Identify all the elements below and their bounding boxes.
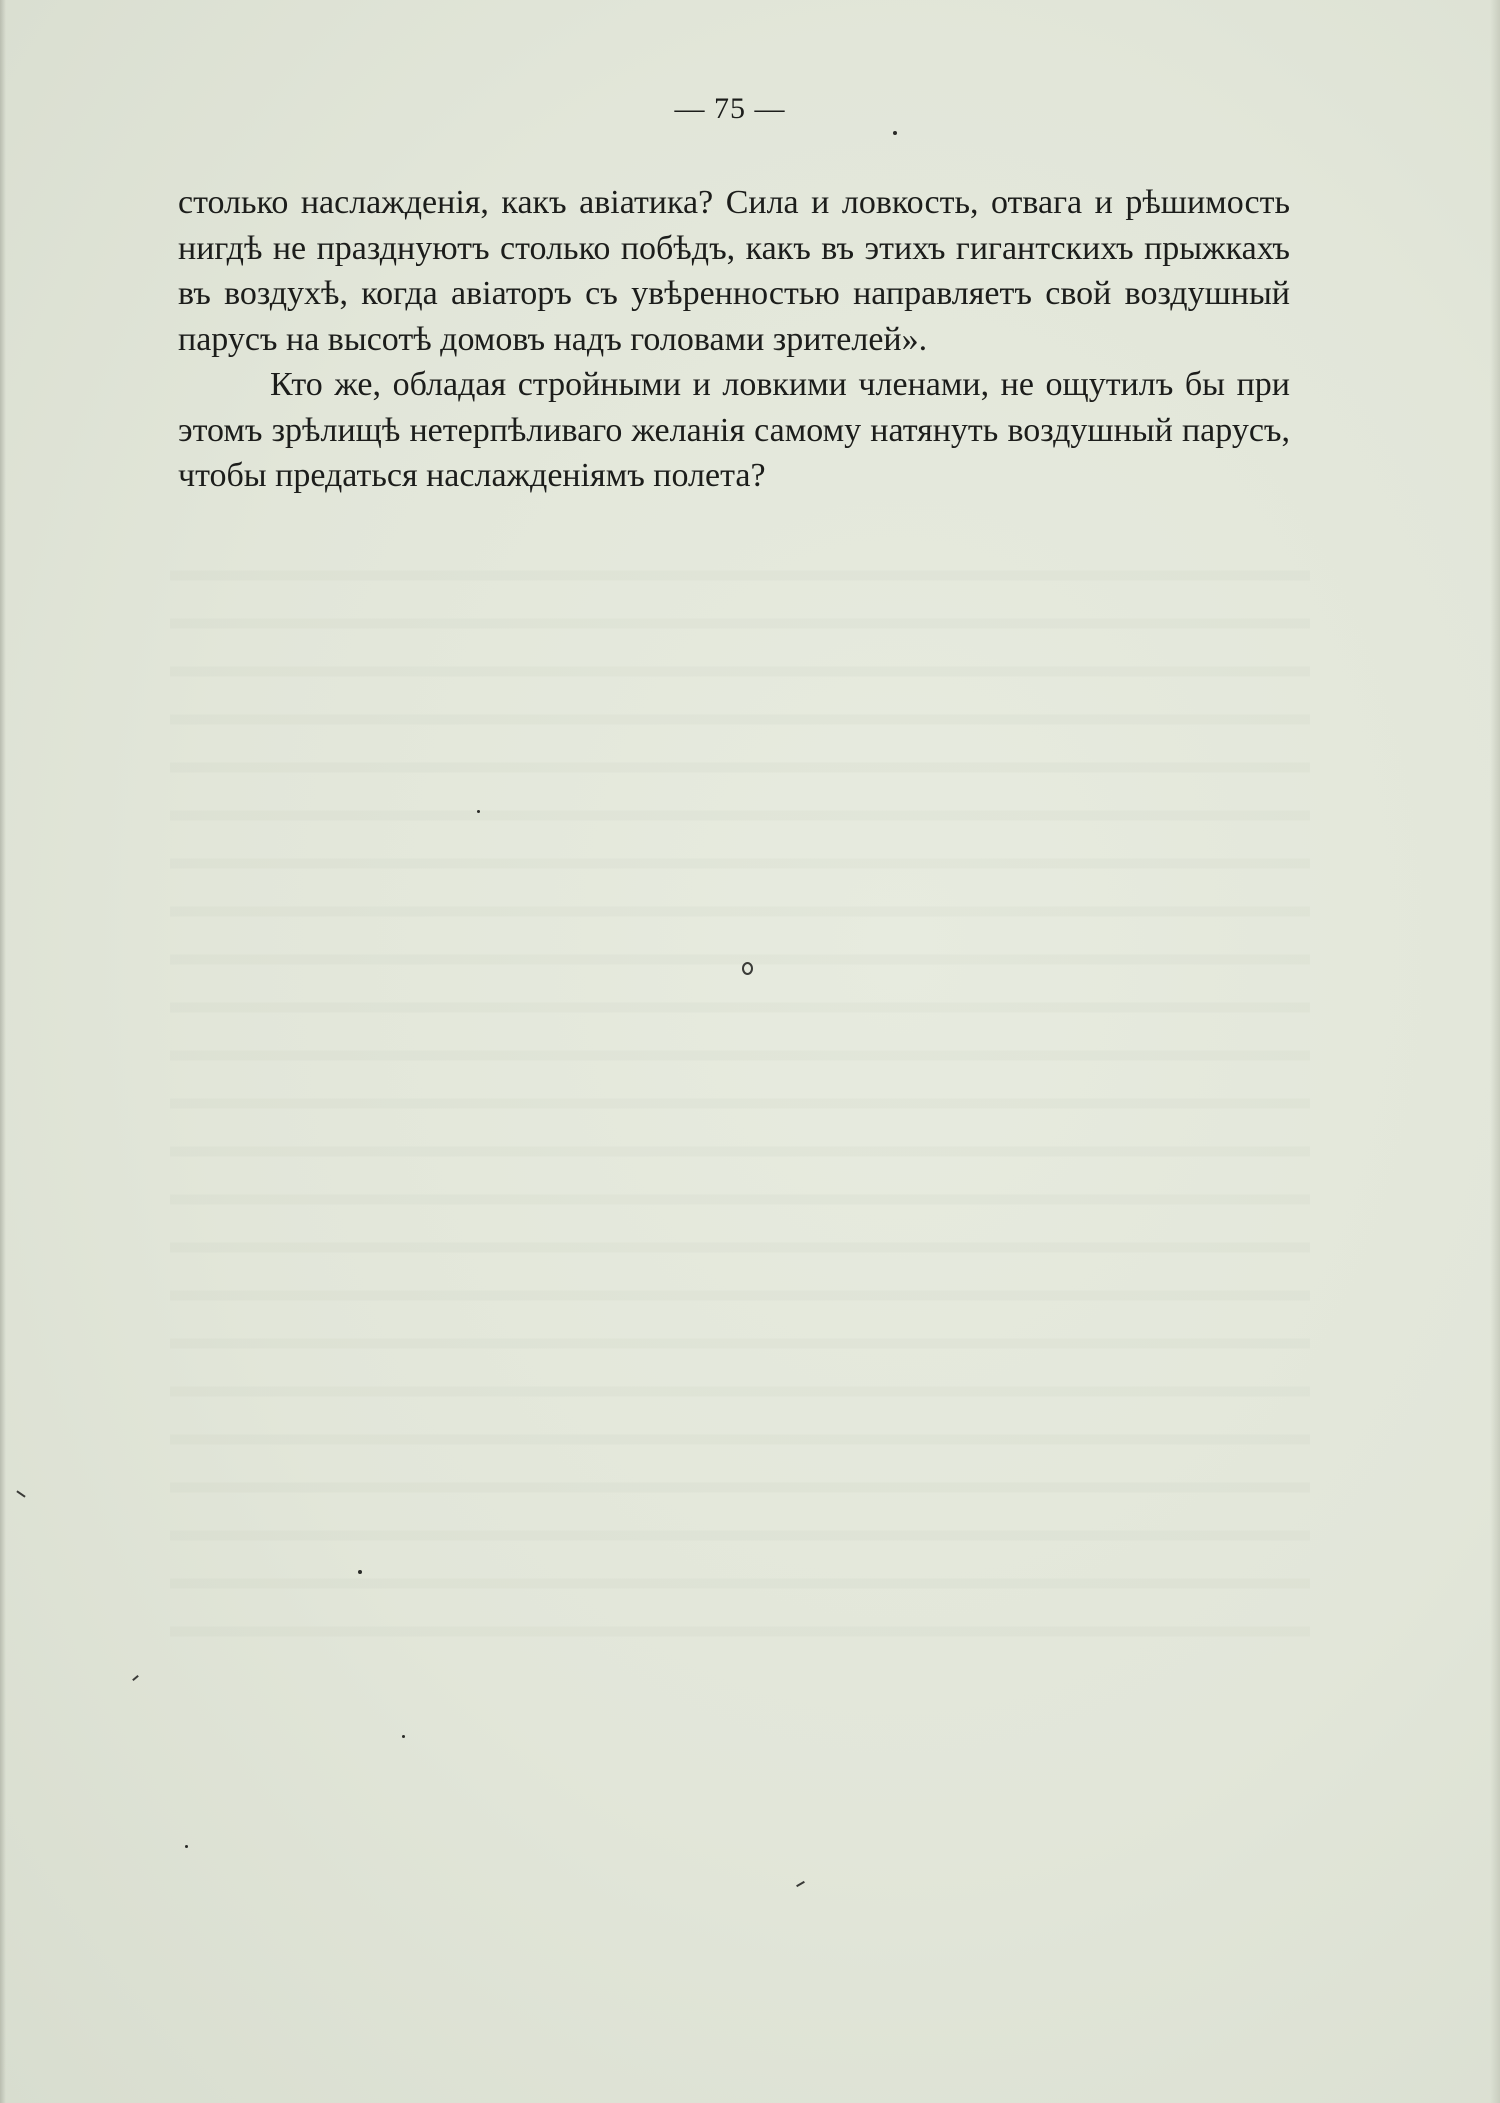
dust-speck xyxy=(185,1845,188,1848)
page-number: — 75 — xyxy=(674,92,786,125)
page-right-edge-shadow xyxy=(1490,0,1500,2103)
dust-speck xyxy=(402,1735,405,1738)
dust-speck xyxy=(893,131,897,135)
paper-blemish-ring xyxy=(742,962,753,975)
paragraph-1: столько наслажденія, какъ авіатика? Сила и ловкость, отвага и рѣшимость нигдѣ не празднуютъ столько побѣдъ, какъ въ этихъ гигантскихъ прыжкахъ въ воздухѣ, когда авіаторъ съ увѣренностью направляетъ свой воздушный парусъ на высотѣ домовъ надъ головами зрителей». xyxy=(178,184,1290,358)
dust-speck xyxy=(477,810,480,813)
bleed-through-shadow xyxy=(170,540,1310,1660)
paper-scratch xyxy=(16,1490,25,1497)
page-left-edge-shadow xyxy=(0,0,6,2103)
dust-speck xyxy=(358,1570,362,1574)
body-text xyxy=(178,180,1290,499)
paragraph-2: Кто же, обладая стройными и ловкими членами, не ощутилъ бы при этомъ зрѣлищѣ нетерпѣливаго желанія самому натянуть воздушный парусъ, чтобы предаться наслажденіямъ полета? xyxy=(178,366,1290,494)
paper-scratch xyxy=(132,1675,139,1681)
paper-scratch xyxy=(796,1881,805,1887)
